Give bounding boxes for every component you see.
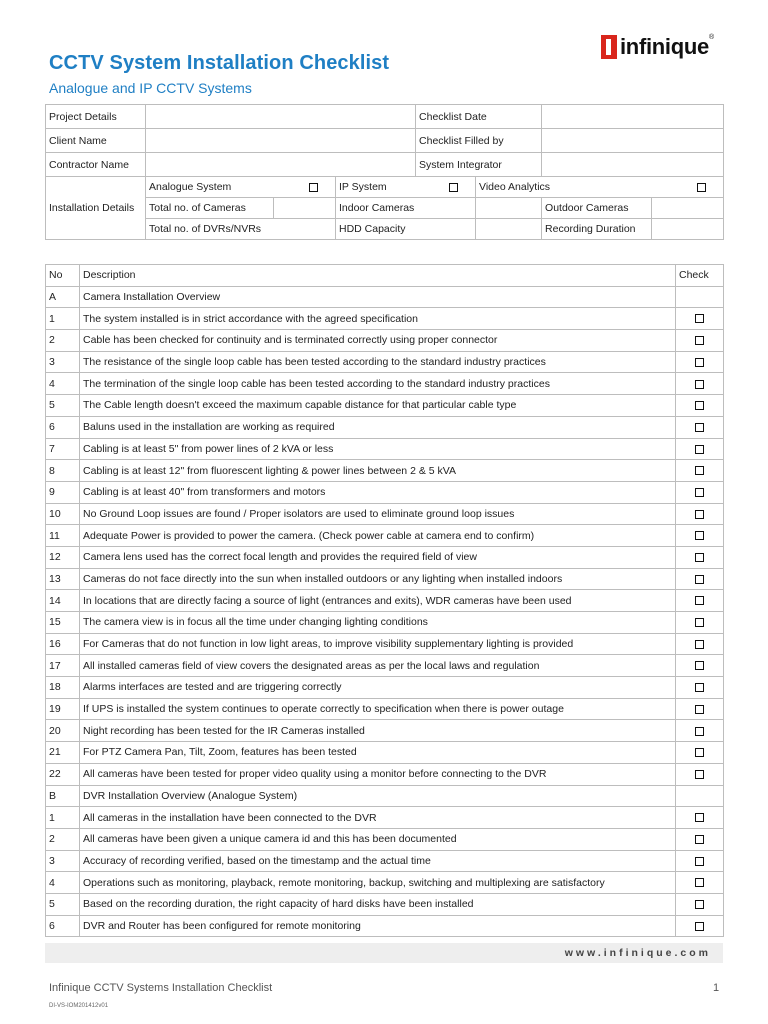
checkbox-icon[interactable] xyxy=(695,705,704,714)
item-check-cell[interactable] xyxy=(676,763,724,785)
checkbox-icon[interactable] xyxy=(449,183,458,192)
section-title: DVR Installation Overview (Analogue System) xyxy=(80,785,676,807)
video-analytics-option[interactable]: Video Analytics xyxy=(476,177,724,198)
item-description: No Ground Loop issues are found / Proper isolators are used to eliminate ground loop issues xyxy=(80,503,676,525)
checkbox-icon[interactable] xyxy=(695,661,704,670)
section-code: B xyxy=(46,785,80,807)
table-row xyxy=(46,763,724,785)
item-number: 2 xyxy=(46,828,80,850)
item-number: 20 xyxy=(46,720,80,742)
checkbox-icon[interactable] xyxy=(695,423,704,432)
outdoor-cameras-field[interactable] xyxy=(652,198,724,219)
checkbox-icon[interactable] xyxy=(695,358,704,367)
table-row xyxy=(46,893,724,915)
checkbox-icon[interactable] xyxy=(695,401,704,410)
total-cameras-label: Total no. of Cameras xyxy=(146,198,274,219)
table-row xyxy=(46,720,724,742)
table-row xyxy=(46,395,724,417)
checkbox-icon[interactable] xyxy=(695,770,704,779)
table-row xyxy=(46,590,724,612)
item-check-cell[interactable] xyxy=(676,460,724,482)
item-check-cell[interactable] xyxy=(676,438,724,460)
checkbox-icon[interactable] xyxy=(695,553,704,562)
item-check-cell[interactable] xyxy=(676,720,724,742)
item-description: Night recording has been tested for the IR Cameras installed xyxy=(80,720,676,742)
checkbox-icon[interactable] xyxy=(695,640,704,649)
item-description: The system installed is in strict accordance with the agreed specification xyxy=(80,308,676,330)
analogue-system-option[interactable]: Analogue System xyxy=(146,177,336,198)
checkbox-icon[interactable] xyxy=(695,922,704,931)
item-description: Accuracy of recording verified, based on the timestamp and the actual time xyxy=(80,850,676,872)
footer-document-title: Infinique CCTV Systems Installation Checklist xyxy=(49,982,273,994)
table-row xyxy=(46,828,724,850)
item-number: 9 xyxy=(46,481,80,503)
item-description: The termination of the single loop cable has been tested according to the standard industry practices xyxy=(80,373,676,395)
item-number: 1 xyxy=(46,308,80,330)
item-number: 10 xyxy=(46,503,80,525)
item-description: The resistance of the single loop cable has been tested according to the standard industry practices xyxy=(80,351,676,373)
item-number: 18 xyxy=(46,677,80,699)
item-description: All cameras have been tested for proper video quality using a monitor before connecting to the DVR xyxy=(80,763,676,785)
table-row xyxy=(46,677,724,699)
installation-details-label: Installation Details xyxy=(46,177,146,240)
item-number: 17 xyxy=(46,655,80,677)
outdoor-cameras-label: Outdoor Cameras xyxy=(542,198,652,219)
table-row xyxy=(46,373,724,395)
table-row xyxy=(46,568,724,590)
item-description: If UPS is installed the system continues to operate correctly to specification when there is power outage xyxy=(80,698,676,720)
document-subtitle: Analogue and IP CCTV Systems xyxy=(49,80,252,96)
table-row xyxy=(46,698,724,720)
item-check-cell[interactable] xyxy=(676,677,724,699)
infinique-logo xyxy=(601,34,714,60)
checkbox-icon[interactable] xyxy=(695,380,704,389)
logo-text: infinique® xyxy=(620,34,714,59)
checkbox-icon[interactable] xyxy=(695,466,704,475)
section-row xyxy=(46,286,724,308)
checkbox-icon[interactable] xyxy=(695,336,704,345)
checklist-filled-by-label: Checklist Filled by xyxy=(416,129,542,153)
item-number: 5 xyxy=(46,893,80,915)
recording-duration-field[interactable] xyxy=(652,219,724,240)
section-row xyxy=(46,785,724,807)
item-check-cell[interactable] xyxy=(676,915,724,937)
item-check-cell[interactable] xyxy=(676,308,724,330)
item-check-cell[interactable] xyxy=(676,546,724,568)
item-number: 13 xyxy=(46,568,80,590)
item-number: 7 xyxy=(46,438,80,460)
document-title: CCTV System Installation Checklist xyxy=(49,52,390,74)
item-check-cell[interactable] xyxy=(676,481,724,503)
contractor-name-field[interactable] xyxy=(146,153,416,177)
item-check-cell[interactable] xyxy=(676,373,724,395)
item-description: Cabling is at least 5" from power lines of 2 kVA or less xyxy=(80,438,676,460)
checkbox-icon[interactable] xyxy=(309,183,318,192)
item-description: Baluns used in the installation are working as required xyxy=(80,416,676,438)
system-integrator-label: System Integrator xyxy=(416,153,542,177)
item-description: For Cameras that do not function in low light areas, to improve visibility supplementary lighting is provided xyxy=(80,633,676,655)
table-row xyxy=(46,872,724,894)
page-number: 1 xyxy=(713,982,720,994)
checkbox-icon[interactable] xyxy=(695,488,704,497)
item-description: All cameras have been given a unique camera id and this has been documented xyxy=(80,828,676,850)
item-number: 3 xyxy=(46,850,80,872)
item-number: 21 xyxy=(46,742,80,764)
section-check-cell xyxy=(676,785,724,807)
item-number: 3 xyxy=(46,351,80,373)
item-number: 14 xyxy=(46,590,80,612)
checkbox-icon[interactable] xyxy=(695,835,704,844)
item-number: 22 xyxy=(46,763,80,785)
table-row xyxy=(46,416,724,438)
client-name-label: Client Name xyxy=(46,129,146,153)
section-check-cell xyxy=(676,286,724,308)
item-number: 6 xyxy=(46,915,80,937)
item-check-cell[interactable] xyxy=(676,893,724,915)
item-number: 4 xyxy=(46,373,80,395)
checkbox-icon[interactable] xyxy=(695,857,704,866)
section-title: Camera Installation Overview xyxy=(80,286,676,308)
column-header-check: Check xyxy=(676,265,724,287)
checklist-date-field[interactable] xyxy=(542,105,724,129)
total-dvrs-label: Total no. of DVRs/NVRs xyxy=(146,219,336,240)
item-description: Cabling is at least 12" from fluorescent lighting & power lines between 2 & 5 kVA xyxy=(80,460,676,482)
item-description: Camera lens used has the correct focal length and provides the required field of view xyxy=(80,546,676,568)
table-row xyxy=(46,633,724,655)
item-number: 16 xyxy=(46,633,80,655)
item-check-cell[interactable] xyxy=(676,828,724,850)
item-check-cell[interactable] xyxy=(676,655,724,677)
item-number: 6 xyxy=(46,416,80,438)
checkbox-icon[interactable] xyxy=(695,596,704,605)
checkbox-icon[interactable] xyxy=(695,900,704,909)
item-check-cell[interactable] xyxy=(676,633,724,655)
footer-document-code: DI-VS-IOM201412v01 xyxy=(49,1003,109,1009)
project-details-field[interactable] xyxy=(146,105,416,129)
checkbox-icon[interactable] xyxy=(695,727,704,736)
item-number: 19 xyxy=(46,698,80,720)
table-row xyxy=(46,481,724,503)
item-check-cell[interactable] xyxy=(676,525,724,547)
item-check-cell[interactable] xyxy=(676,395,724,417)
indoor-cameras-field[interactable] xyxy=(476,198,542,219)
table-row xyxy=(46,330,724,352)
item-check-cell[interactable] xyxy=(676,807,724,829)
item-description: The camera view is in focus all the time under changing lighting conditions xyxy=(80,612,676,634)
table-row xyxy=(46,807,724,829)
item-description: The Cable length doesn't exceed the maximum capable distance for that particular cable type xyxy=(80,395,676,417)
system-integrator-field[interactable] xyxy=(542,153,724,177)
item-description: Cable has been checked for continuity and is terminated correctly using proper connector xyxy=(80,330,676,352)
item-check-cell[interactable] xyxy=(676,568,724,590)
footer-website-url[interactable]: www.infinique.com xyxy=(45,943,723,963)
table-row xyxy=(46,525,724,547)
item-number: 1 xyxy=(46,807,80,829)
item-check-cell[interactable] xyxy=(676,698,724,720)
item-number: 11 xyxy=(46,525,80,547)
item-check-cell[interactable] xyxy=(676,330,724,352)
item-check-cell[interactable] xyxy=(676,872,724,894)
item-check-cell[interactable] xyxy=(676,351,724,373)
checklist-date-label: Checklist Date xyxy=(416,105,542,129)
section-code: A xyxy=(46,286,80,308)
checklist-table xyxy=(45,264,724,937)
checkbox-icon[interactable] xyxy=(697,183,706,192)
item-number: 4 xyxy=(46,872,80,894)
item-number: 2 xyxy=(46,330,80,352)
item-check-cell[interactable] xyxy=(676,416,724,438)
table-row xyxy=(46,655,724,677)
checklist-filled-by-field[interactable] xyxy=(542,129,724,153)
checkbox-icon[interactable] xyxy=(695,748,704,757)
item-check-cell[interactable] xyxy=(676,503,724,525)
item-description: Based on the recording duration, the right capacity of hard disks have been installed xyxy=(80,893,676,915)
item-check-cell[interactable] xyxy=(676,612,724,634)
item-number: 8 xyxy=(46,460,80,482)
table-row xyxy=(46,351,724,373)
hdd-capacity-field[interactable] xyxy=(476,219,542,240)
checkbox-icon[interactable] xyxy=(695,314,704,323)
item-check-cell[interactable] xyxy=(676,850,724,872)
table-row xyxy=(46,546,724,568)
table-row xyxy=(46,308,724,330)
table-row xyxy=(46,915,724,937)
column-header-description: Description xyxy=(80,265,676,287)
logo-mark-icon xyxy=(601,35,617,59)
table-row xyxy=(46,460,724,482)
item-description: For PTZ Camera Pan, Tilt, Zoom, features has been tested xyxy=(80,742,676,764)
checkbox-icon[interactable] xyxy=(695,878,704,887)
checkbox-icon[interactable] xyxy=(695,618,704,627)
item-description: Cameras do not face directly into the sun when installed outdoors or any lighting when installed indoors xyxy=(80,568,676,590)
total-cameras-field[interactable] xyxy=(274,198,336,219)
ip-system-option[interactable]: IP System xyxy=(336,177,476,198)
checkbox-icon[interactable] xyxy=(695,813,704,822)
table-row xyxy=(46,850,724,872)
checkbox-icon[interactable] xyxy=(695,531,704,540)
item-description: Alarms interfaces are tested and are triggering correctly xyxy=(80,677,676,699)
indoor-cameras-label: Indoor Cameras xyxy=(336,198,476,219)
table-row xyxy=(46,438,724,460)
checkbox-icon[interactable] xyxy=(695,445,704,454)
recording-duration-label: Recording Duration xyxy=(542,219,652,240)
item-description: All cameras in the installation have been connected to the DVR xyxy=(80,807,676,829)
checkbox-icon[interactable] xyxy=(695,575,704,584)
checkbox-icon[interactable] xyxy=(695,683,704,692)
item-description: Cabling is at least 40" from transformers and motors xyxy=(80,481,676,503)
item-check-cell[interactable] xyxy=(676,590,724,612)
contractor-name-label: Contractor Name xyxy=(46,153,146,177)
client-name-field[interactable] xyxy=(146,129,416,153)
project-details-table xyxy=(45,104,724,240)
table-row xyxy=(46,612,724,634)
item-description: DVR and Router has been configured for remote monitoring xyxy=(80,915,676,937)
item-check-cell[interactable] xyxy=(676,742,724,764)
item-description: In locations that are directly facing a source of light (entrances and exits), WDR cameras have been used xyxy=(80,590,676,612)
item-description: All installed cameras field of view covers the designated areas as per the local laws and regulation xyxy=(80,655,676,677)
item-number: 5 xyxy=(46,395,80,417)
project-details-label: Project Details xyxy=(46,105,146,129)
table-row xyxy=(46,742,724,764)
item-number: 15 xyxy=(46,612,80,634)
item-description: Operations such as monitoring, playback, remote monitoring, backup, switching and multiplexing are satisfactory xyxy=(80,872,676,894)
column-header-no: No xyxy=(46,265,80,287)
checkbox-icon[interactable] xyxy=(695,510,704,519)
item-description: Adequate Power is provided to power the camera. (Check power cable at camera end to confirm) xyxy=(80,525,676,547)
hdd-capacity-label: HDD Capacity xyxy=(336,219,476,240)
item-number: 12 xyxy=(46,546,80,568)
table-row xyxy=(46,503,724,525)
